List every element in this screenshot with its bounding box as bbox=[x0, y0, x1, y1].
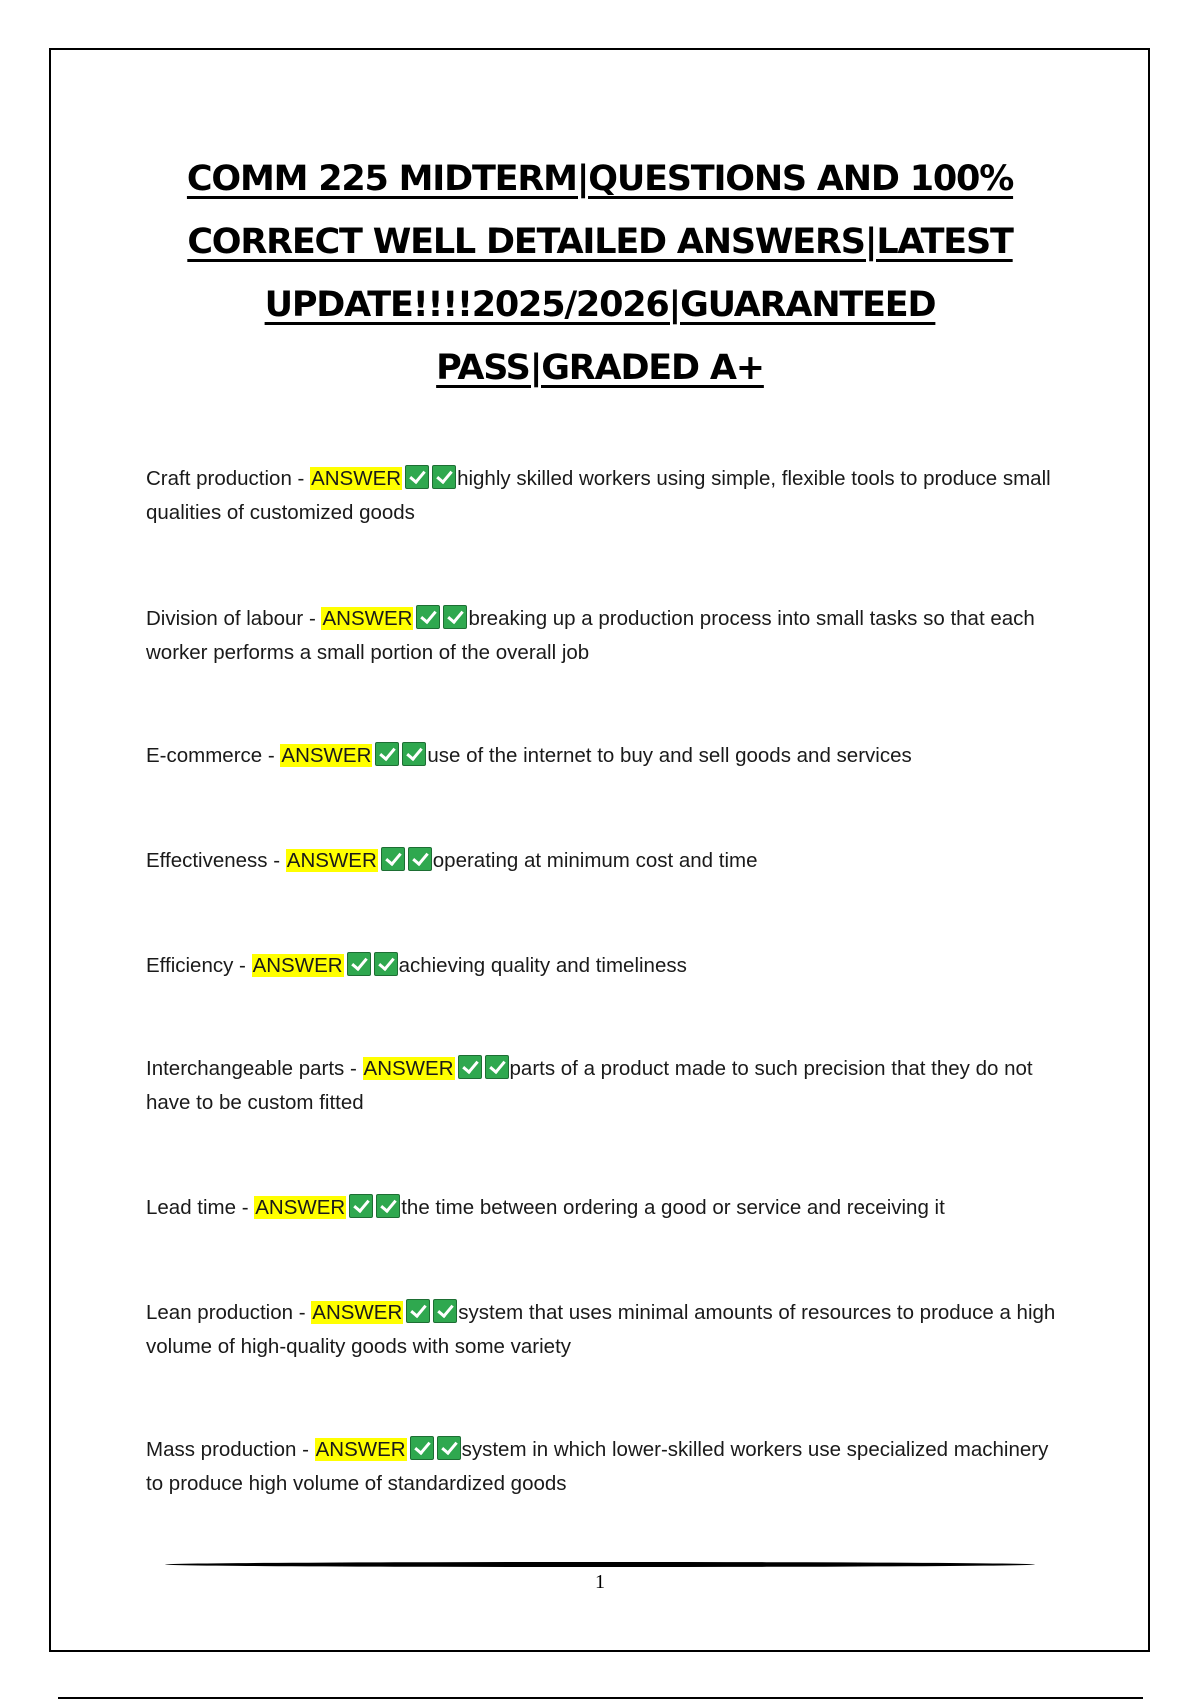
check-mark-icon bbox=[402, 742, 426, 766]
term: Efficiency - bbox=[146, 954, 252, 977]
check-mark-icon bbox=[375, 742, 399, 766]
term: Interchangeable parts - bbox=[146, 1057, 363, 1080]
term: E-commerce - bbox=[146, 744, 281, 767]
page-number: 1 bbox=[595, 1571, 605, 1593]
definition-entry bbox=[146, 739, 1066, 773]
check-mark-icon bbox=[433, 1299, 457, 1323]
answer-marker: ANSWER bbox=[311, 467, 402, 490]
definition-entry bbox=[146, 462, 1066, 530]
answer-marker: ANSWER bbox=[322, 607, 413, 630]
check-mark-icon bbox=[406, 1299, 430, 1323]
term: Mass production - bbox=[146, 1438, 315, 1461]
check-mark-icon bbox=[381, 847, 405, 871]
definition-entry bbox=[146, 1191, 1066, 1225]
answer-marker: ANSWER bbox=[281, 744, 372, 767]
definition: the time between ordering a good or service and receiving it bbox=[401, 1196, 945, 1219]
check-mark-icon bbox=[437, 1436, 461, 1460]
definition-entry bbox=[146, 1433, 1066, 1501]
definition: use of the internet to buy and sell goods and services bbox=[427, 744, 912, 767]
check-mark-icon bbox=[443, 605, 467, 629]
definition-entry bbox=[146, 949, 1066, 983]
check-mark-icon bbox=[376, 1194, 400, 1218]
check-mark-icon bbox=[458, 1055, 482, 1079]
check-mark-icon bbox=[432, 465, 456, 489]
answer-marker: ANSWER bbox=[315, 1438, 406, 1461]
definition: system that uses minimal amounts of resources to produce a high volume of high-quality goods with some variety bbox=[146, 1301, 1056, 1358]
definition-entry bbox=[146, 602, 1066, 670]
term: Craft production - bbox=[146, 467, 311, 490]
definition: parts of a product made to such precision that they do not have to be custom fitted bbox=[146, 1057, 1033, 1114]
check-mark-icon bbox=[485, 1055, 509, 1079]
check-mark-icon bbox=[416, 605, 440, 629]
answer-marker: ANSWER bbox=[252, 954, 343, 977]
footer-divider bbox=[165, 1562, 1035, 1567]
answer-marker: ANSWER bbox=[363, 1057, 454, 1080]
answer-marker: ANSWER bbox=[286, 849, 377, 872]
answer-marker: ANSWER bbox=[312, 1301, 403, 1324]
definition: breaking up a production process into small tasks so that each worker performs a small portion of the overall job bbox=[146, 607, 1035, 664]
definition: achieving quality and timeliness bbox=[398, 954, 687, 977]
definition: system in which lower-skilled workers use specialized machinery to produce high volume of standardized goods bbox=[146, 1438, 1049, 1495]
term: Lean production - bbox=[146, 1301, 312, 1324]
check-mark-icon bbox=[405, 465, 429, 489]
page-separator bbox=[58, 1697, 1143, 1699]
check-mark-icon bbox=[408, 847, 432, 871]
check-mark-icon bbox=[347, 952, 371, 976]
definition-entry bbox=[146, 1296, 1066, 1364]
term: Lead time - bbox=[146, 1196, 255, 1219]
check-mark-icon bbox=[349, 1194, 373, 1218]
answer-marker: ANSWER bbox=[255, 1196, 346, 1219]
term: Effectiveness - bbox=[146, 849, 286, 872]
term: Division of labour - bbox=[146, 607, 322, 630]
definition: operating at minimum cost and time bbox=[432, 849, 758, 872]
definition-entry bbox=[146, 1052, 1066, 1120]
document-title: COMM 225 MIDTERM|QUESTIONS AND 100% CORRECT WELL DETAILED ANSWERS|LATEST UPDATE!!!!2025/2026|GUARANTEED PASS|GRADED A+ bbox=[186, 159, 1014, 388]
definition-entry bbox=[146, 844, 1066, 878]
definition: highly skilled workers using simple, flexible tools to produce small qualities of customized goods bbox=[146, 467, 1051, 524]
check-mark-icon bbox=[410, 1436, 434, 1460]
check-mark-icon bbox=[374, 952, 398, 976]
